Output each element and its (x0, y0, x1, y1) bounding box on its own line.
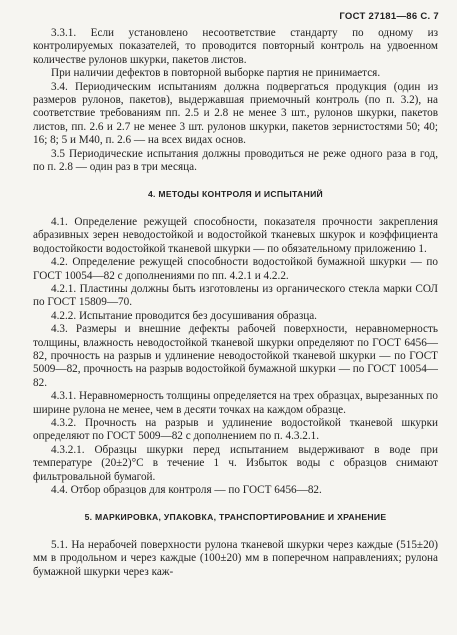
paragraph-4-3-2-1: 4.3.2.1. Образцы шкурки перед испытанием выдерживают в воде при температуре (20±2)°С в течение 1 ч. Избыток воды с образцов снимают фильтровальной бумагой. (33, 443, 438, 483)
section-5-heading: 5. МАРКИРОВКА, УПАКОВКА, ТРАНСПОРТИРОВАНИЕ И ХРАНЕНИЕ (84, 512, 387, 523)
paragraph-4-3: 4.3. Размеры и внешние дефекты рабочей поверхности, неравномерность толщины, влажность неводостойкой тканевой шкурки определяют по ГОСТ 6456—82, прочность на разрыв и удлинение неводостойкой тканевой шкурки — по ГОСТ 5009—82, прочность на разрыв водостойкой бумажной шкурки — по ГОСТ 10054—82. (33, 323, 438, 389)
page-header: ГОСТ 27181—86 С. 7 (339, 11, 439, 22)
paragraph-3-4: 3.4. Периодическим испытаниям должна подвергаться продукция (один из размеров рулонов, пакетов), выдержавшая приемочный контроль (по п. 3.2), на соответствие требованиям пп. 2.5 и 2.8 не менее 3 шт., рулонов шкурки, пакетов листов, пп. 2.6 и 2.7 не менее 3 шт. рулонов шкурки, пакетов зернистостями 50; 40; 16; 8; 5 и М40, п. 2.6 — на всех видах основ. (33, 80, 438, 147)
document-body (33, 27, 438, 579)
paragraph-3-3-1: 3.3.1. Если установлено несоответствие стандарту по одному из контролируемых показателей, то проводится повторный контроль на удвоенном количестве рулонов шкурки, пакетов листов. (33, 27, 438, 66)
paragraph-4-4: 4.4. Отбор образцов для контроля — по ГОСТ 6456—82. (51, 484, 322, 496)
paragraph-4-2-1: 4.2.1. Пластины должны быть изготовлены из органического стекла марки СОЛ по ГОСТ 15809—70. (33, 282, 438, 309)
paragraph-4-3-1: 4.3.1. Неравномерность толщины определяется на трех образцах, вырезанных по ширине рулона не менее, чем в десяти точках на каждом образце. (33, 390, 438, 416)
paragraph-4-1: 4.1. Определение режущей способности, показателя прочности закрепления абразивных зерен неводостойкой и водостойкой тканевых шкурок и коэффициента водостойкости водостойкой тканевой шкурки — по обязательному приложению 1. (33, 215, 438, 255)
paragraph-3-3-1-note: При наличии дефектов в повторной выборке партия не принимается. (51, 67, 381, 80)
paragraph-4-2-2: 4.2.2. Испытание проводится без досушивания образца. (51, 309, 317, 322)
paragraph-3-5: 3.5 Периодические испытания должны проводиться не реже одного раза в год, по п. 2.8 — один раз в три месяца. (33, 147, 438, 174)
paragraph-4-3-2: 4.3.2. Прочность на разрыв и удлинение водостойкой тканевой шкурки определяют по ГОСТ 5009—82 с дополнением по п. 4.3.2.1. (33, 416, 438, 443)
paragraph-4-2: 4.2. Определение режущей способности водостойкой бумажной шкурки — по ГОСТ 10054—82 с дополнениями по пп. 4.2.1 и 4.2.2. (33, 256, 438, 282)
paragraph-5-1: 5.1. На нерабочей поверхности рулона тканевой шкурки через каждые (515±20) мм в продольном и через каждые (100±20) мм в поперечном направлениях; рулона бумажной шкурки через каж- (33, 538, 438, 578)
section-4-heading: 4. МЕТОДЫ КОНТРОЛЯ И ИСПЫТАНИЙ (147, 189, 324, 200)
